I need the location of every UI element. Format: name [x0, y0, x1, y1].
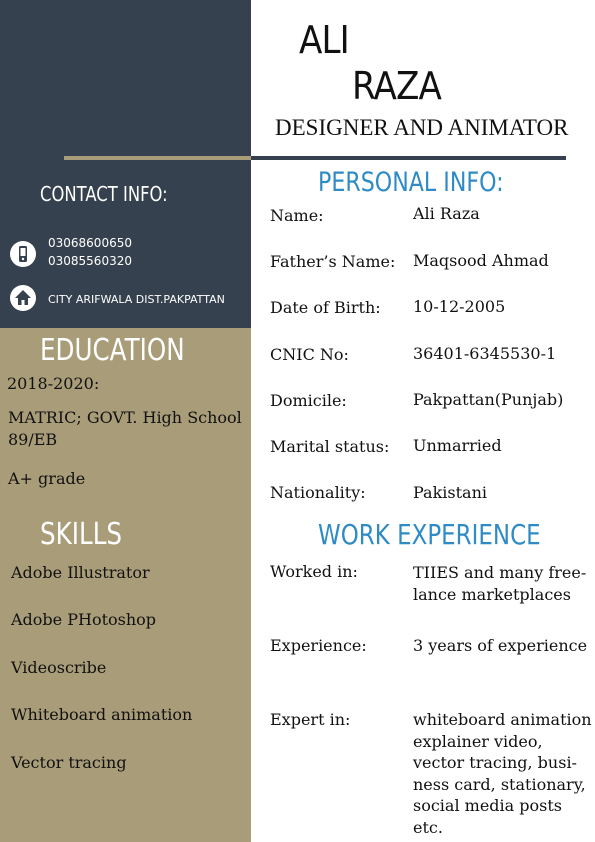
value-line: social media posts [413, 796, 563, 815]
work-experience-label: Experience: [270, 636, 367, 655]
education-years: 2018-2020: [7, 374, 100, 393]
phone-number-1: 03068600650 [48, 236, 132, 250]
phone-icon [10, 241, 36, 267]
personal-info-label: Father’s Name: [270, 252, 396, 271]
personal-info-label: Domicile: [270, 391, 347, 410]
skill-item: Vector tracing [11, 753, 127, 772]
skill-item: Videoscribe [11, 658, 107, 677]
first-name: ALI [299, 18, 349, 62]
work-experience-label: Expert in: [270, 710, 351, 729]
skill-item: Adobe Illustrator [11, 563, 150, 582]
last-name: RAZA [352, 64, 442, 108]
personal-info-label: Nationality: [270, 483, 366, 502]
work-experience-label: Worked in: [270, 562, 358, 581]
education-heading: EDUCATION [40, 333, 185, 368]
value-line: 3 years of experience [413, 636, 588, 655]
education-degree-line-1: MATRIC; GOVT. High School [8, 408, 242, 427]
personal-info-value: Pakpattan(Punjab) [413, 390, 564, 409]
sidebar-top-panel [0, 0, 251, 328]
skill-item: Adobe PHotoshop [11, 610, 157, 629]
education-grade: A+ grade [8, 469, 86, 488]
job-title: DESIGNER AND ANIMATOR [275, 115, 569, 140]
value-line: etc. [413, 817, 443, 837]
work-experience-value [413, 562, 593, 605]
value-line: vector tracing, busi- [413, 753, 577, 772]
personal-info-value: 10-12-2005 [413, 297, 506, 316]
value-line: lance marketplaces [413, 584, 571, 604]
contact-heading: CONTACT INFO: [40, 182, 168, 206]
personal-info-value: Maqsood Ahmad [413, 251, 549, 270]
personal-info-heading: PERSONAL INFO: [318, 167, 504, 198]
work-experience-value [413, 635, 593, 657]
work-experience-heading: WORK EXPERIENCE [318, 518, 541, 551]
home-icon [10, 285, 36, 311]
personal-info-label: Date of Birth: [270, 298, 381, 317]
divider-left [64, 156, 251, 160]
skill-item: Whiteboard animation [11, 705, 193, 724]
value-line: TIIES and many free- [413, 563, 587, 582]
value-line: whiteboard animation [413, 710, 592, 729]
personal-info-label: CNIC No: [270, 345, 349, 364]
personal-info-value: Ali Raza [413, 204, 480, 223]
address: CITY ARIFWALA DIST.PAKPATTAN [48, 293, 225, 306]
personal-info-value: Unmarried [413, 436, 502, 455]
education-degree-line-2: 89/EB [8, 430, 58, 449]
work-experience-value [413, 709, 593, 838]
skills-heading: SKILLS [40, 517, 123, 552]
phone-number-2: 03085560320 [48, 254, 132, 268]
personal-info-value: Pakistani [413, 483, 487, 502]
personal-info-label: Marital status: [270, 437, 390, 456]
personal-info-value: 36401-6345530-1 [413, 344, 557, 363]
divider-right [251, 156, 566, 160]
value-line: ness card, stationary, [413, 774, 586, 794]
personal-info-label: Name: [270, 206, 324, 225]
value-line: explainer video, [413, 731, 543, 751]
